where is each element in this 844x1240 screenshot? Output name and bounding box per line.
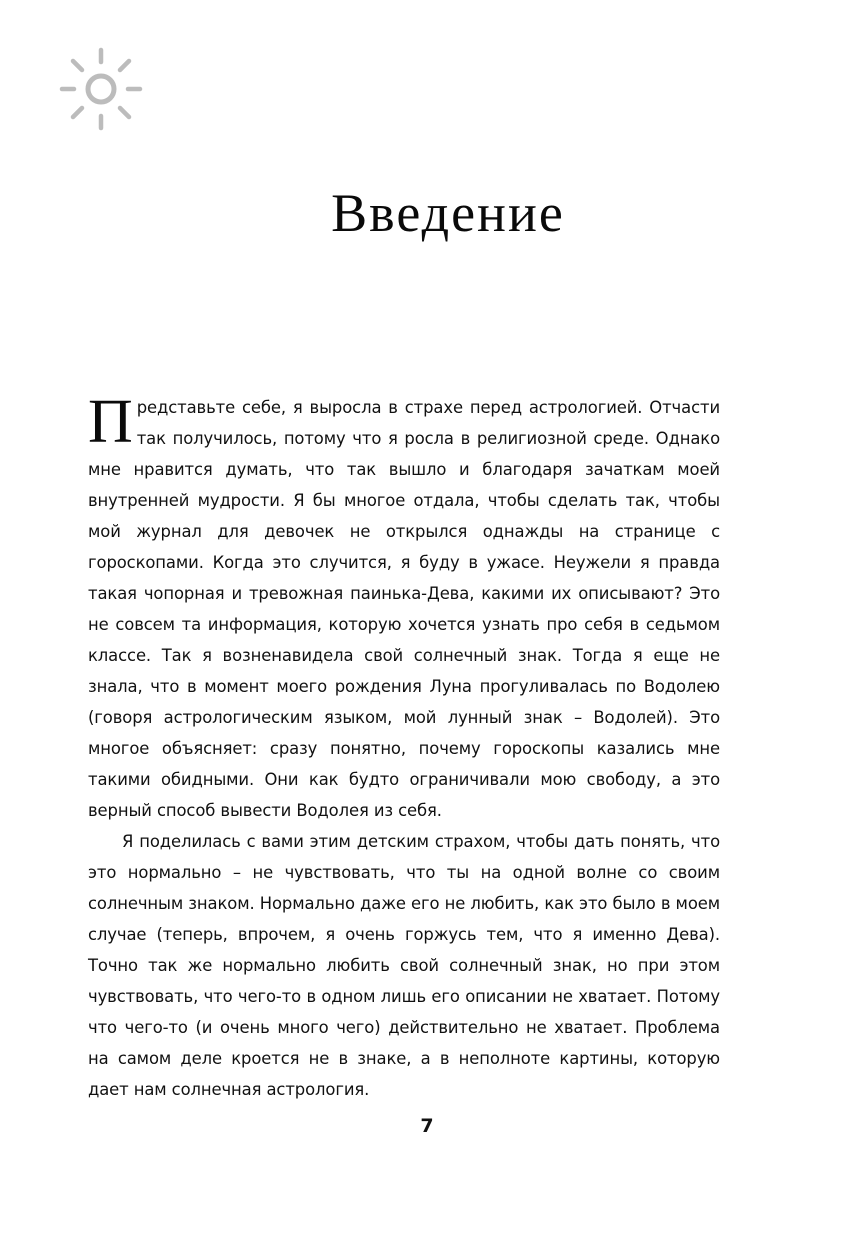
drop-cap: П — [88, 388, 133, 456]
sun-icon — [56, 44, 146, 134]
page-title: Введение — [331, 183, 565, 244]
paragraph-1-text: редставьте себе, я выросла в страхе перед астрологией. Отчасти так получилось, потому что я росла в религиозной среде. Однако мне нравится думать, что так вышло и благодаря зачаткам моей внутренней мудрости. Я бы многое отдала, чтобы сделать так, чтобы мой журнал для девочек не открылся однажды на странице с гороскопами. Когда это случится, я буду в ужасе. Неужели я правда такая чопорная и тревожная паинька-Дева, какими их описывают? Это не совсем та информация, которую хочется узнать про себя в седьмом классе. Так я возненавидела свой солнечный знак. Тогда я еще не знала, что в момент моего рождения Луна прогуливалась по Водолею (говоря астрологическим языком, мой лунный знак – Водолей). Это многое объясняет: сразу понятно, почему гороскопы казались мне такими обидными. Они как будто ограничивали мою свободу, а это верный способ вывести Водолея из себя. — [88, 398, 720, 820]
page-number: 7 — [420, 1115, 434, 1137]
paragraph-1 — [88, 388, 720, 826]
body-text — [88, 388, 720, 1105]
paragraph-2: Я поделилась с вами этим детским страхом, чтобы дать понять, что это нормально – не чувствовать, что ты на одной волне со своим солнечным знаком. Нормально даже его не любить, как это было в моем случае (теперь, впрочем, я очень горжусь тем, что я именно Дева). Точно так же нормально любить свой солнечный знак, но при этом чувствовать, что чего-то в одном лишь его описании не хватает. Потому что чего-то (и очень много чего) действительно не хватает. Проблема на самом деле кроется не в знаке, а в неполноте картины, которую дает нам солнечная астрология. — [88, 832, 720, 1099]
